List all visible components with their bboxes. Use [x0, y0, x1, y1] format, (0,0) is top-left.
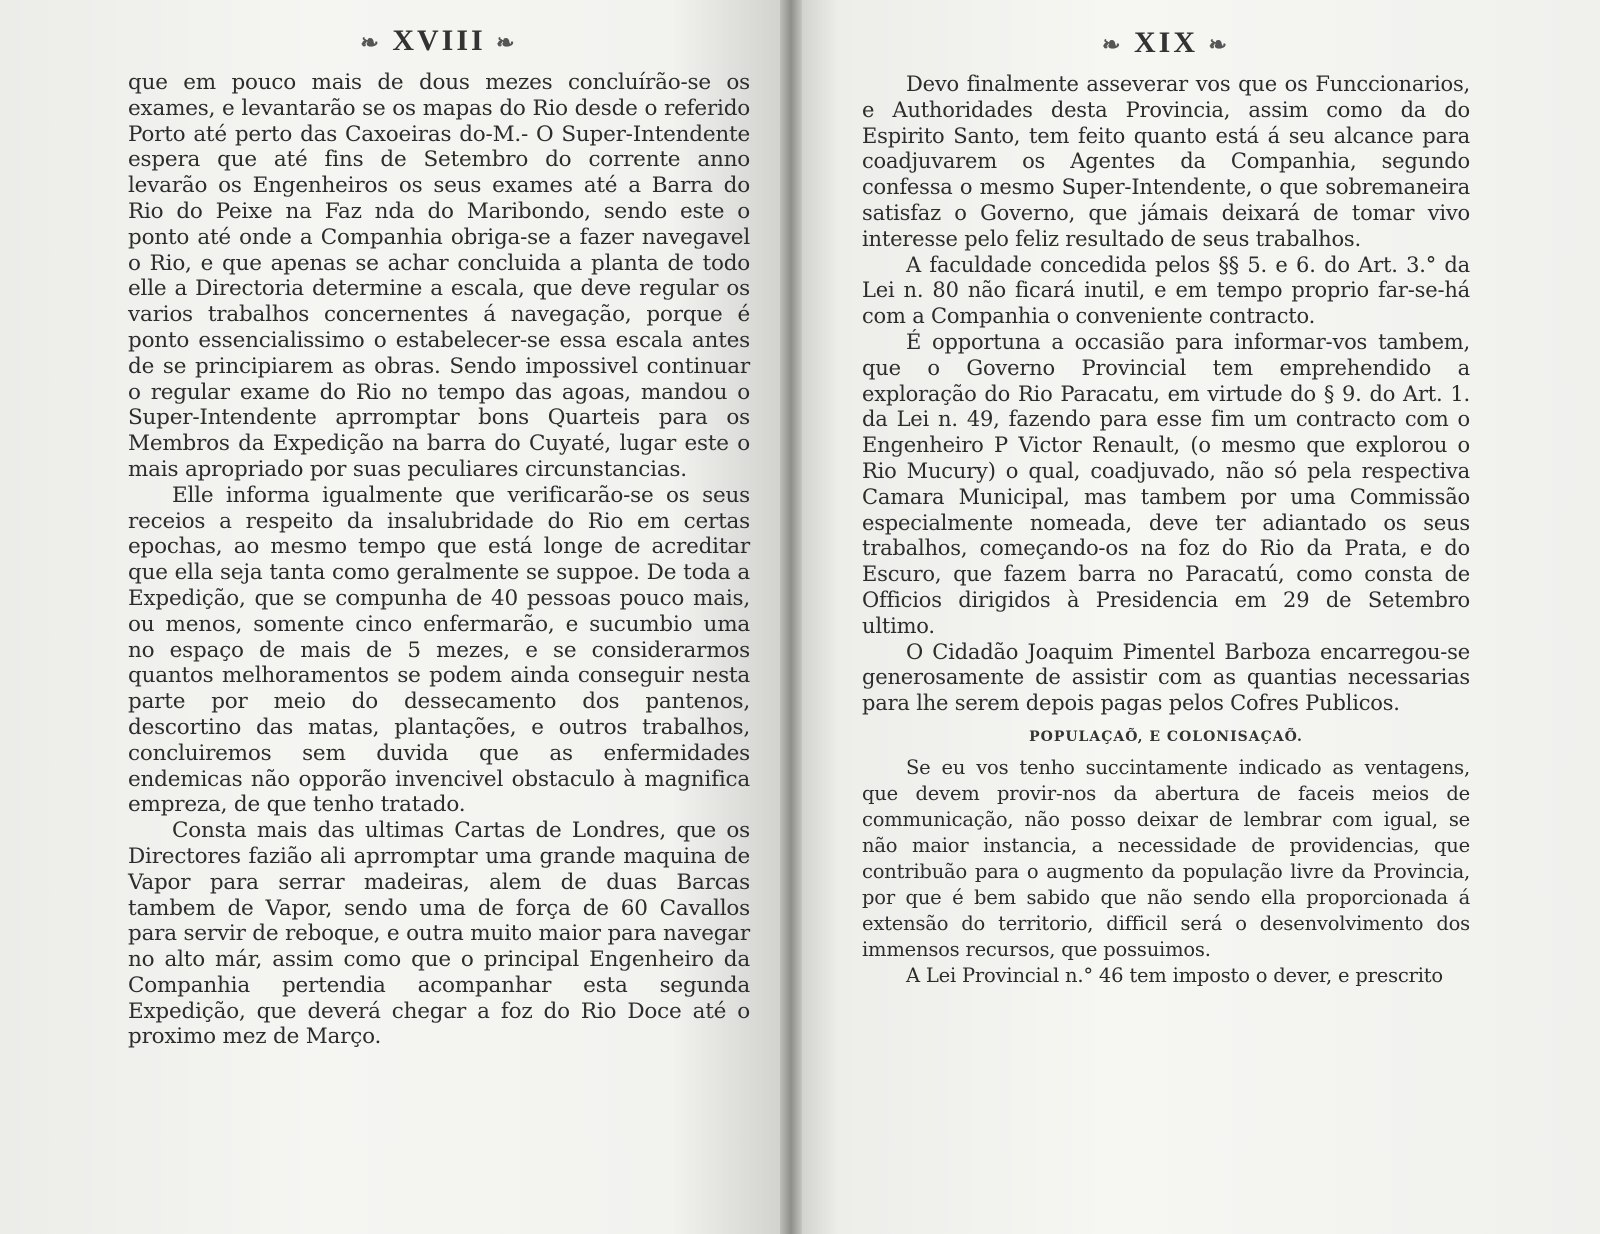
left-paragraph-2: Elle informa igualmente que verificarão-se os seus receios a respeito da insalubridade do Rio em certas epochas, ao mesmo tempo que está longe de acreditar que ella seja tanta como geralmente se suppoe. De toda a Expedição, que se compunha de 40 pessoas pouco mais, ou menos, somente cinco enfermarão, e sucumbio uma no espaço de mais de 5 mezes, e se considerarmos quantos melhoramentos se podem ainda conseguir nesta parte por meio do dessecamento dos pantenos, descortino das matas, plantações, e outros trabalhos, concluiremos sem duvida que as enfermidades endemicas não opporão invencivel obstaculo à magnifica empreza, de que tenho tratado.	[128, 482, 750, 818]
right-ornament-icon-2: ❧	[1208, 32, 1230, 58]
right-ornament-icon: ❧	[1102, 32, 1124, 58]
left-paragraph-3: Consta mais das ultimas Cartas de Londres, que os Directores fazião ali aprromptar uma grande maquina de Vapor para serrar madeiras, alem de duas Barcas tambem de Vapor, sendo uma de força de 60 Cavallos para servir de reboque, e outra muito maior para navegar no alto már, assim como que o principal Engenheiro da Companhia pertendia acompanhar esta segunda Expedição, que deverá chegar a foz do Rio Doce até o proximo mez de Março.	[128, 818, 751, 1050]
right-paragraph-3: É opportuna a occasião para informar-vos tambem, que o Governo Provincial tem emprehendido a exploração do Rio Paracatu, em virtude do § 9. do Art. 1. da Lei n. 49, fazendo para esse fim um contracto com o Engenheiro P Victor Renault, (o mesmo que explorou o Rio Mucury) o qual, coadjuvado, não só pela respectiva Camara Municipal, mas tambem por uma Commissão especialmente nomeada, deve ter adiantado os seus trabalhos, começando-os na foz do Rio da Prata, e do Escuro, que fazem barra no Paracatú, como consta de Officios dirigidos à Presidencia em 29 de Setembro ultimo.	[862, 329, 1470, 638]
left-ornament-icon: ❧	[360, 30, 382, 56]
right-page-number: XIX	[1133, 26, 1198, 59]
right-section-paragraph-1: Se eu vos tenho succintamente indicado as ventagens, que devem provir-nos da abertura de faceis meios de communicação, não posso deixar de lembrar com igual, se não maior instancia, a necessidade de providencias, que contribuão para o augmento da população livre da Provincia, por que é bem sabido que não sendo ella proporcionada á extensão do territorio, difficil será o desenvolvimento dos immensos recursos, que possuimos.	[862, 755, 1470, 961]
left-page-text	[128, 70, 750, 1050]
right-page	[790, 0, 1600, 1234]
left-paragraph-1: que em pouco mais de dous mezes concluírão-se os exames, e levantarão se os mapas do Rio desde o referido Porto até perto das Caxoeiras do-M.- O Super-Intendente espera que até fins de Setembro do corrente anno levarão os Engenheiros os seus exames até a Barra do Rio do Peixe na Faz nda do Maribondo, sendo este o ponto até onde a Companhia obriga-se a fazer navegavel o Rio, e que apenas se achar concluida a planta de todo elle a Directoria determine a escala, que deve regular os varios trabalhos concernentes á navegação, porque é ponto essencialissimo o estabelecer-se essa escala antes de se principiarem as obras. Sendo impossivel continuar o regular exame do Rio no tempo das agoas, mandou o Super-Intendente aprromptar bons Quarteis para os Membros da Expedição na barra do Cuyaté, lugar este o mais apropriado por suas peculiares circunstancias.	[128, 70, 750, 482]
right-section-paragraph-2: A Lei Provincial n.° 46 tem imposto o dever, e prescrito	[906, 963, 1443, 987]
section-title: POPULAÇAÕ, E COLONISAÇAÕ.	[1029, 728, 1303, 745]
right-paragraph-2: A faculdade concedida pelos §§ 5. e 6. do Art. 3.° da Lei n. 80 não ficará inutil, e em tempo proprio far-se-há com a Companhia o conveniente contracto.	[862, 252, 1470, 329]
left-page	[0, 0, 790, 1234]
left-page-number: XVIII	[392, 24, 486, 57]
book-gutter	[780, 0, 802, 1234]
right-page-header	[862, 26, 1470, 60]
left-page-header	[128, 24, 750, 58]
right-paragraph-1: Devo finalmente asseverar vos que os Funccionarios, e Authoridades desta Provincia, assim como da do Espirito Santo, tem feito quanto está á seu alcance para coadjuvarem os Agentes da Companhia, segundo confessa o mesmo Super-Intendente, o que sobremaneira satisfaz o Governo, que jámais deixará de tomar vivo interesse pelo feliz resultado de seus trabalhos.	[862, 72, 1470, 251]
right-paragraph-4: O Cidadão Joaquim Pimentel Barboza encarregou-se generosamente de assistir com as quantias necessarias para lhe serem depois pagas pelos Cofres Publicos.	[862, 639, 1470, 716]
right-page-text	[862, 72, 1470, 989]
left-ornament-icon-2: ❧	[496, 30, 518, 56]
